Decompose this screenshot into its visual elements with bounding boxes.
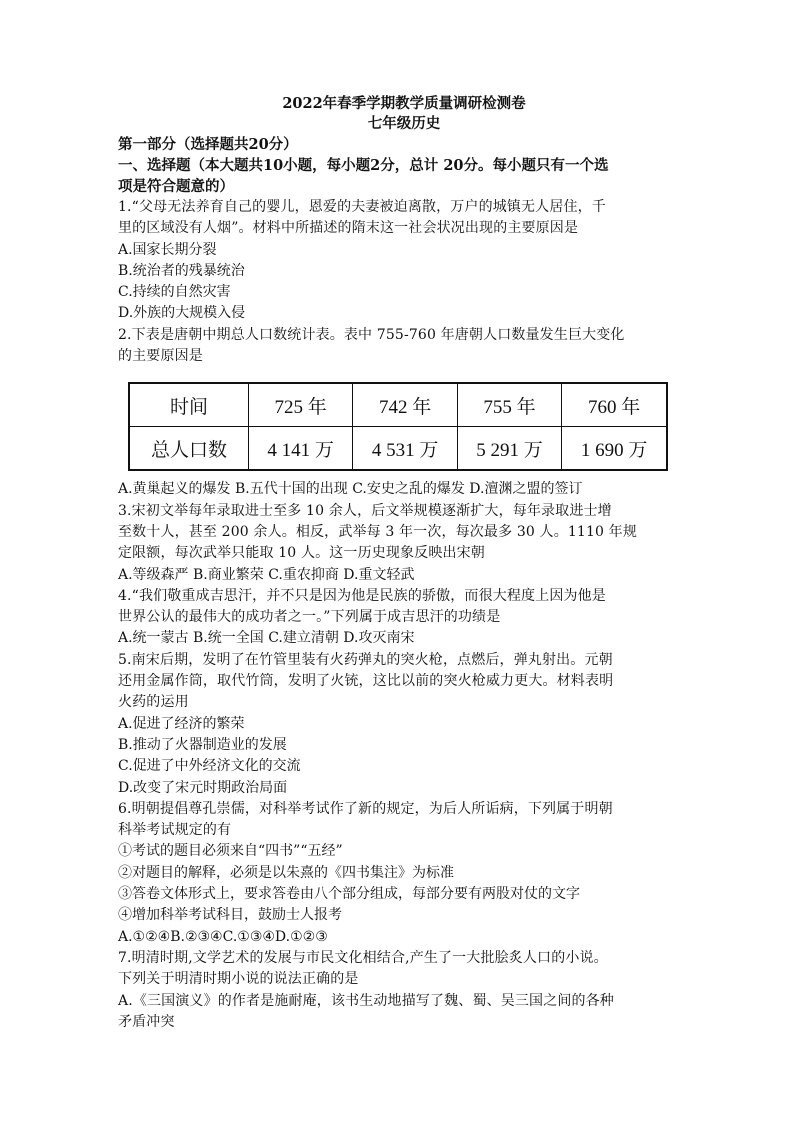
exam-title: 2022年春季学期教学质量调研检测卷	[282, 95, 526, 112]
statement-item: ①考试的题目必须来自“四书”“五经”	[118, 843, 343, 860]
option-d: D.改变了宋元时期政治局面	[118, 779, 288, 796]
table-cell: 1 690 万	[562, 427, 667, 471]
table-cell: 760 年	[562, 383, 667, 427]
question-stem: 世界公认的最伟大的成功者之一。”下列属于成吉思汗的功绩是	[118, 609, 501, 626]
options-line: A.①②④B.②③④C.①③④D.①②③	[118, 928, 328, 945]
population-table	[128, 382, 668, 471]
option-c: C.促进了中外经济文化的交流	[118, 758, 301, 775]
table-cell: 4 141 万	[248, 427, 352, 471]
exam-subtitle: 七年级历史	[367, 115, 441, 132]
section-instruction-line2: 项是符合题意的）	[118, 178, 234, 195]
option-a: A.促进了经济的繁荣	[118, 715, 245, 732]
table-cell: 总人口数	[129, 427, 248, 471]
question-stem: 4.“我们敬重成吉思汗，并不只是因为他是民族的骄傲，而很大程度上因为他是	[118, 587, 606, 604]
statement-item: ③答卷文体形式上，要求答卷由八个部分组成，每部分要有两股对仗的文字	[118, 886, 580, 903]
question-stem: 的主要原因是	[118, 348, 203, 365]
option-a: A.国家长期分裂	[118, 241, 217, 258]
question-5	[118, 650, 678, 799]
table-cell: 742 年	[353, 383, 457, 427]
question-stem: 火药的运用	[118, 694, 189, 711]
option-a: A.《三国演义》的作者是施耐庵，该书生动地描写了魏、蜀、吴三国之间的各种	[118, 992, 614, 1009]
question-stem: 6.明朝提倡尊孔崇儒，对科举考试作了新的规定，为后人所诟病，下列属于明朝	[118, 800, 613, 817]
question-4	[118, 586, 678, 650]
question-stem: 科举考试规定的有	[118, 822, 232, 839]
question-stem: 定限额，每次武举只能取 10 人。这一历史现象反映出宋朝	[118, 545, 485, 562]
question-stem: 至数十人，甚至 200 余人。相反，武举每 3 年一次，每次最多 30 人。1110 年规	[118, 523, 637, 540]
option-b: B.推动了火器制造业的发展	[118, 736, 287, 753]
table-cell: 5 291 万	[457, 427, 561, 471]
question-stem: 2.下表是唐朝中期总人口数统计表。表中 755-760 年唐朝人口数量发生巨大变化	[118, 326, 625, 343]
table-cell: 4 531 万	[353, 427, 457, 471]
exam-page	[118, 94, 678, 1033]
statement-item: ④增加科举考试科目，鼓励士人报考	[118, 907, 342, 924]
table-cell: 725 年	[248, 383, 352, 427]
table-cell: 时间	[129, 383, 248, 427]
question-3	[118, 501, 678, 586]
table-cell: 755 年	[457, 383, 561, 427]
option-a-continued: 矛盾冲突	[118, 1013, 175, 1030]
question-stem: 5.南宋后期，发明了在竹管里装有火药弹丸的突火枪，点燃后，弹丸射出。元朝	[118, 651, 613, 668]
part-heading: 第一部分（选择题共20分）	[118, 136, 298, 153]
question-stem: 7.明清时期,文学艺术的发展与市民文化相结合,产生了一大批脍炙人口的小说。	[118, 949, 608, 966]
question-6	[118, 799, 678, 948]
question-7	[118, 948, 678, 1033]
question-stem: 1.“父母无法养育自己的婴儿，恩爱的夫妻被迫离散，万户的城镇无人居住，千	[118, 199, 606, 215]
statement-item: ②对题目的解释，必须是以朱熹的《四书集注》为标准	[118, 864, 454, 881]
question-2	[118, 325, 678, 501]
options-line: A.等级森严 B.商业繁荣 C.重农抑商 D.重文轻武	[118, 566, 415, 583]
question-1	[118, 197, 678, 325]
options-line: A.黄巢起义的爆发 B.五代十国的出现 C.安史之乱的爆发 D.澶渊之盟的签订	[118, 481, 583, 498]
question-stem: 还用金属作筒，取代竹筒，发明了火铳，这比以前的突火枪威力更大。材料表明	[118, 673, 614, 690]
question-stem: 下列关于明清时期小说的说法正确的是	[118, 971, 359, 988]
table-row-years	[129, 383, 667, 427]
option-b: B.统治者的残暴统治	[118, 262, 245, 279]
option-d: D.外族的大规模入侵	[118, 305, 246, 322]
section-instruction-line1: 一、选择题（本大题共10小题，每小题2分，总计 20分。每小题只有一个选	[118, 157, 609, 174]
table-row-population	[129, 427, 667, 471]
question-stem: 里的区域没有人烟”。材料中所描述的隋末这一社会状况出现的主要原因是	[118, 220, 579, 237]
question-stem: 3.宋初文举每年录取进士至多 10 余人，后文举规模逐渐扩大，每年录取进士增	[118, 502, 612, 519]
option-c: C.持续的自然灾害	[118, 284, 231, 301]
options-line: A.统一蒙古 B.统一全国 C.建立清朝 D.攻灭南宋	[118, 630, 415, 647]
